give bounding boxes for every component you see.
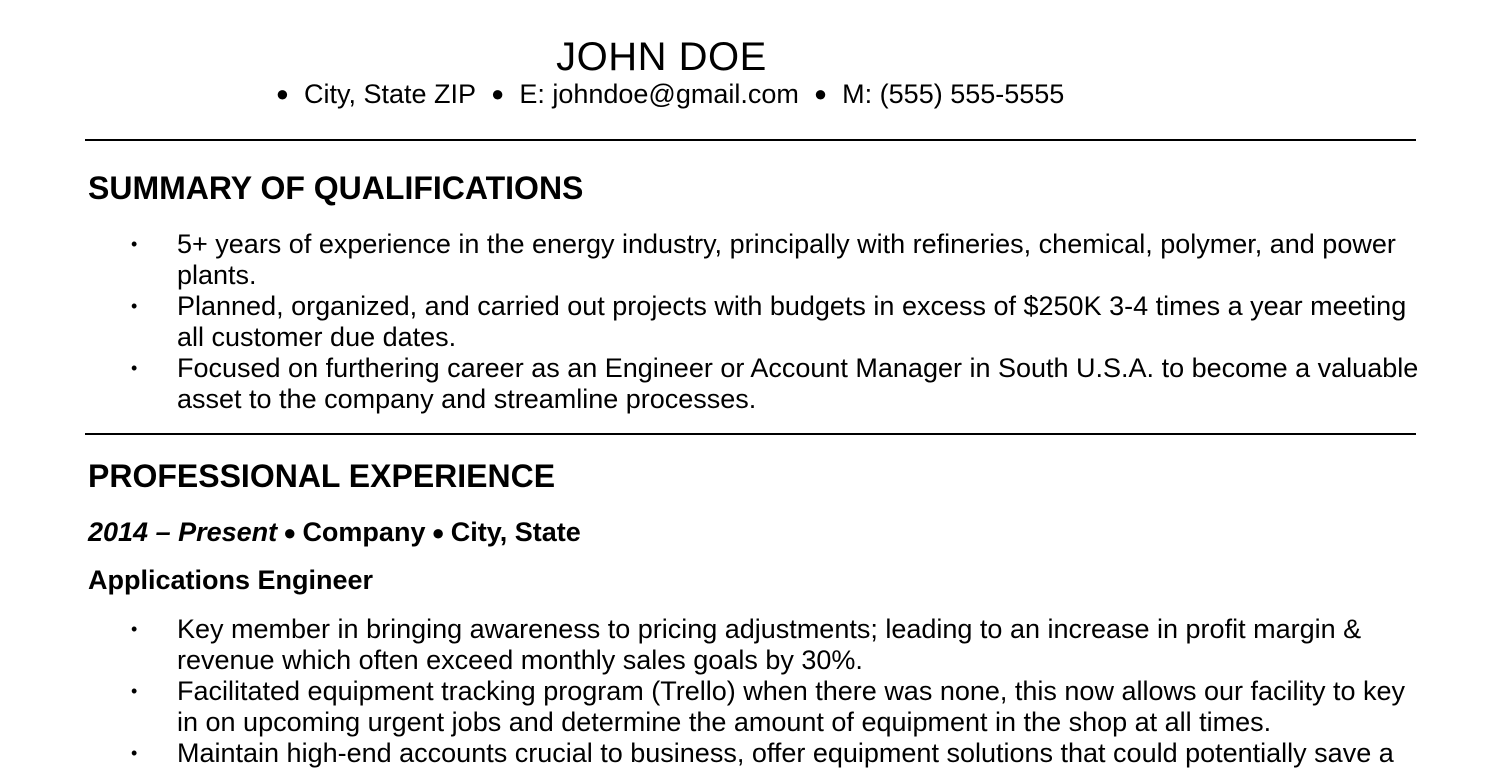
- list-item-text: 5+ years of experience in the energy industry, principally with refineries, chemical, polymer, and power plants.: [177, 229, 1396, 290]
- job-role: Applications Engineer: [88, 565, 374, 595]
- list-item-text: Facilitated equipment tracking program (Trello) when there was none, this now allows our facility to key in on upcoming urgent jobs and determine the amount of equipment in the shop at all times.: [177, 676, 1406, 737]
- list-item: [0, 291, 1420, 352]
- job-location: City, State: [450, 517, 581, 547]
- bullet-icon: •: [131, 743, 138, 763]
- summary-list: [0, 229, 1420, 415]
- contact-location: City, State ZIP: [303, 79, 477, 109]
- job-company: Company: [302, 517, 426, 547]
- contact-email: E: johndoe@gmail.com: [519, 79, 799, 109]
- contact-separator: ●: [275, 81, 289, 106]
- bullet-icon: •: [131, 234, 138, 254]
- list-item: [0, 738, 1420, 769]
- candidate-name: JOHN DOE: [556, 35, 767, 79]
- bullet-icon: •: [131, 296, 138, 316]
- bullet-icon: •: [131, 619, 138, 639]
- section-divider: [85, 139, 1416, 141]
- section-divider: [85, 433, 1416, 435]
- list-item-text: Maintain high-end accounts crucial to business, offer equipment solutions that could potentially save a: [177, 738, 1394, 768]
- job-separator: ●: [431, 520, 445, 545]
- contact-line: [0, 78, 1340, 110]
- job-bullet-list: [0, 614, 1420, 770]
- contact-separator: ●: [813, 81, 828, 106]
- contact-separator: ●: [491, 81, 505, 106]
- job-separator: ●: [283, 520, 297, 545]
- list-item: [0, 229, 1420, 290]
- job-dates: 2014 – Present: [88, 517, 278, 547]
- list-item-text: Focused on furthering career as an Engineer or Account Manager in South U.S.A. to become a valuable asset to the company and streamline processes.: [177, 353, 1419, 414]
- experience-heading: PROFESSIONAL EXPERIENCE: [88, 458, 556, 494]
- bullet-icon: •: [131, 681, 138, 701]
- list-item: [0, 676, 1420, 737]
- list-item: [0, 614, 1420, 675]
- summary-heading: SUMMARY OF QUALIFICATIONS: [88, 170, 584, 206]
- list-item-text: Key member in bringing awareness to pricing adjustments; leading to an increase in profit margin & revenue which often exceed monthly sales goals by 30%.: [177, 614, 1362, 675]
- bullet-icon: •: [131, 358, 138, 378]
- job-header: [88, 516, 581, 549]
- contact-phone: M: (555) 555-5555: [842, 79, 1065, 109]
- list-item: [0, 353, 1420, 414]
- list-item-text: Planned, organized, and carried out projects with budgets in excess of $250K 3-4 times a year meeting all customer due dates.: [177, 291, 1407, 352]
